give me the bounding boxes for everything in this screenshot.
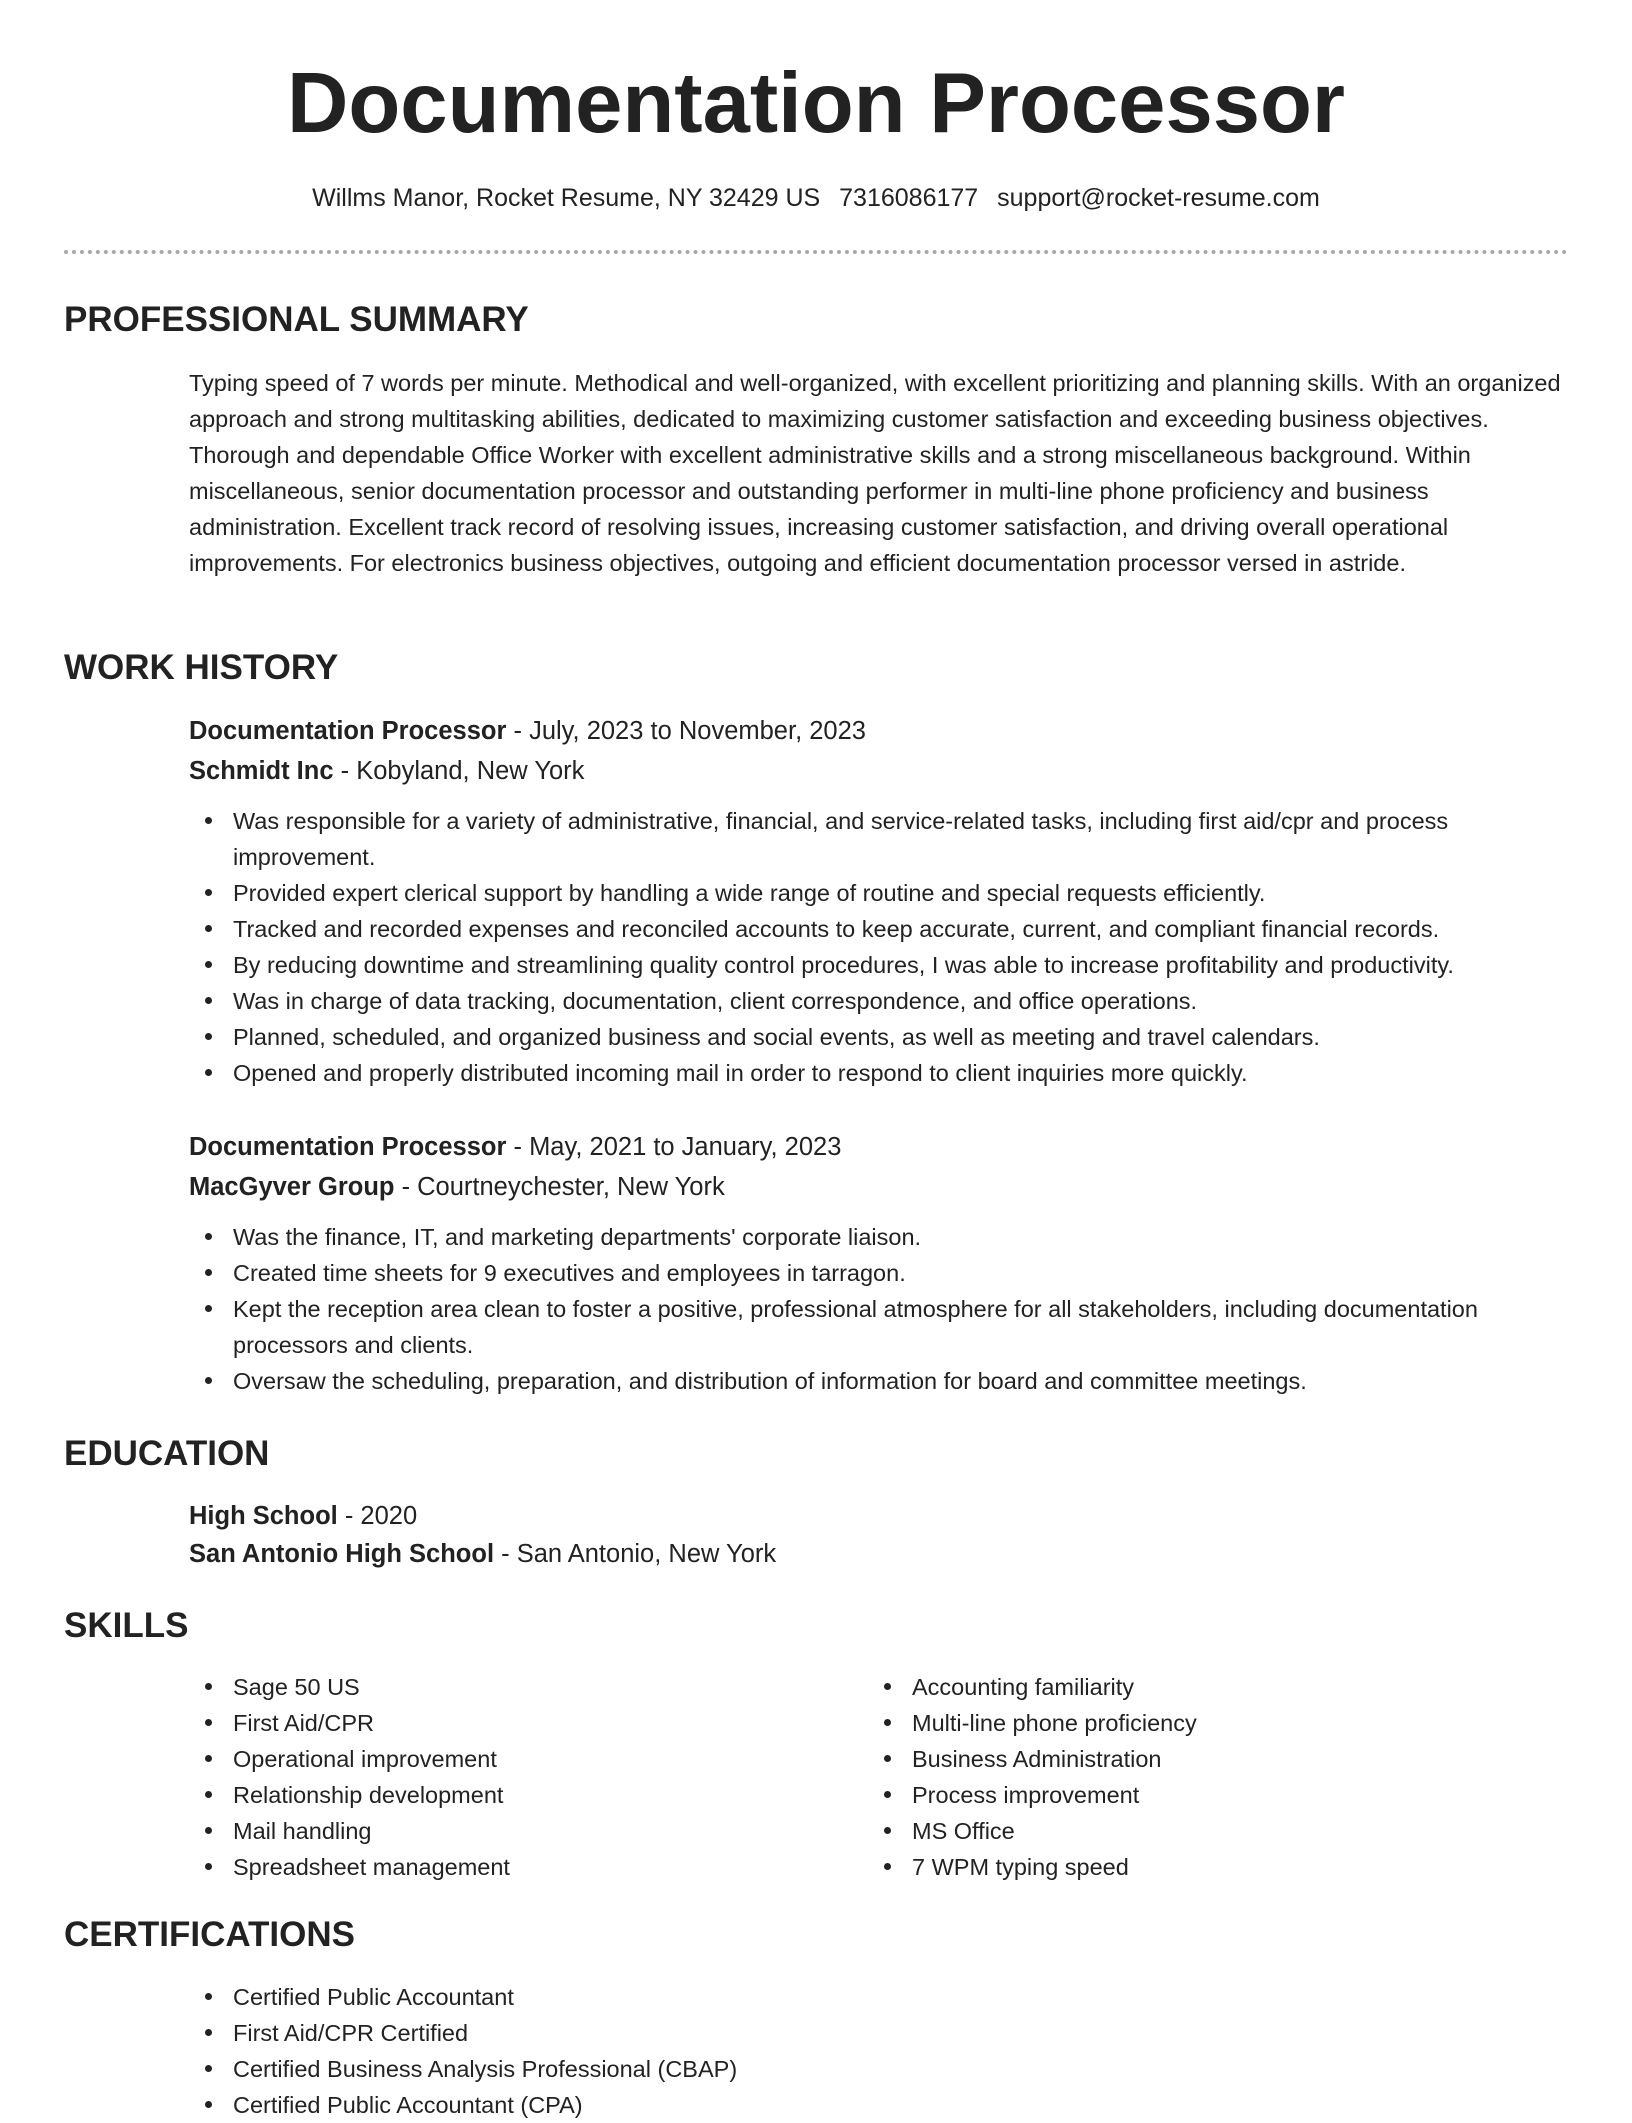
summary-section [189,365,1569,581]
job-title-line [189,1127,1569,1167]
job-bullet: Created time sheets for 9 executives and employees in tarragon. [233,1255,1569,1291]
skill-item: Business Administration [912,1741,1508,1777]
skills-column-left [189,1669,829,1885]
skill-item: Sage 50 US [233,1669,829,1705]
resume-name: Documentation Processor [286,56,1346,151]
skills-list [868,1669,1508,1885]
education-entry [189,1497,1569,1573]
job-company-line [189,1167,1569,1207]
job-company: Schmidt Inc [189,757,334,785]
education-degree: High School [189,1502,338,1530]
education-degree-line [189,1497,1569,1535]
certifications-heading: CERTIFICATIONS [64,1915,356,1954]
education-heading: EDUCATION [64,1434,270,1473]
skill-item: First Aid/CPR [233,1705,829,1741]
certifications-list [189,1979,1569,2123]
certifications-section [189,1979,1569,2123]
job-bullet: Opened and properly distributed incoming mail in order to respond to client inquiries more quickly. [233,1055,1569,1091]
job-title-line [189,711,1569,751]
header-divider [64,250,1568,254]
job-company: MacGyver Group [189,1173,395,1201]
job-bullet: Oversaw the scheduling, preparation, and distribution of information for board and committee meetings. [233,1363,1569,1399]
contact-line [0,181,1632,215]
skill-item: Mail handling [233,1813,829,1849]
job-dates: - July, 2023 to November, 2023 [506,717,866,745]
job-bullet: Was in charge of data tracking, documentation, client correspondence, and office operations. [233,983,1569,1019]
job-role: Documentation Processor [189,1133,507,1161]
job-location: - Kobyland, New York [333,757,585,785]
job-role: Documentation Processor [189,717,507,745]
skill-item: Operational improvement [233,1741,829,1777]
education-school-line [189,1535,1569,1573]
education-year: - 2020 [337,1502,418,1530]
education-school: San Antonio High School [189,1540,495,1568]
job-bullet: Planned, scheduled, and organized business and social events, as well as meeting and travel calendars. [233,1019,1569,1055]
job-bullet: Tracked and recorded expenses and reconciled accounts to keep accurate, current, and compliant financial records. [233,911,1569,947]
certification-item: First Aid/CPR Certified [233,2015,1569,2051]
skills-heading: SKILLS [64,1606,189,1645]
job-bullet: Kept the reception area clean to foster a positive, professional atmosphere for all stakeholders, including documentation processors and clients. [233,1291,1569,1363]
job-bullet-list [189,1219,1569,1399]
contact-phone: 7316086177 [839,184,979,212]
certification-item: Certified Public Accountant (CPA) [233,2087,1569,2123]
job-bullet: Was the finance, IT, and marketing departments' corporate liaison. [233,1219,1569,1255]
job-bullet: Provided expert clerical support by handling a wide range of routine and special requests efficiently. [233,875,1569,911]
job-bullet: By reducing downtime and streamlining quality control procedures, I was able to increase profitability and productivity. [233,947,1569,983]
job-company-line [189,751,1569,791]
skill-item: Process improvement [912,1777,1508,1813]
skill-item: 7 WPM typing speed [912,1849,1508,1885]
job-entry [189,1127,1569,1399]
job-location: - Courtneychester, New York [394,1173,725,1201]
skills-list [189,1669,829,1885]
certification-item: Certified Public Accountant [233,1979,1569,2015]
skills-column-right [868,1669,1508,1885]
contact-address: Willms Manor, Rocket Resume, NY 32429 US [312,184,821,212]
job-dates: - May, 2021 to January, 2023 [506,1133,842,1161]
contact-email[interactable]: support@rocket-resume.com [997,184,1320,212]
summary-text: Typing speed of 7 words per minute. Methodical and well-organized, with excellent prioritizing and planning skills. With an organized approach and strong multitasking abilities, dedicated to maximizing customer satisfaction and exceeding business objectives. Thorough and dependable Office Worker with excellent administrative skills and a strong miscellaneous background. Within miscellaneous, senior documentation processor and outstanding performer in multi-line phone proficiency and business administration. Excellent track record of resolving issues, increasing customer satisfaction, and driving overall operational improvements. For electronics business objectives, outgoing and efficient documentation processor versed in astride. [189,370,1561,576]
job-bullet: Was responsible for a variety of administrative, financial, and service-related tasks, including first aid/cpr and process improvement. [233,803,1569,875]
skill-item: Relationship development [233,1777,829,1813]
skill-item: Accounting familiarity [912,1669,1508,1705]
skill-item: Spreadsheet management [233,1849,829,1885]
skill-item: Multi-line phone proficiency [912,1705,1508,1741]
job-bullet-list [189,803,1569,1091]
education-location: - San Antonio, New York [494,1540,777,1568]
certification-item: Certified Business Analysis Professional (CBAP) [233,2051,1569,2087]
skill-item: MS Office [912,1813,1508,1849]
summary-heading: PROFESSIONAL SUMMARY [64,300,529,339]
job-entry [189,711,1569,1091]
work-history-heading: WORK HISTORY [64,648,339,687]
